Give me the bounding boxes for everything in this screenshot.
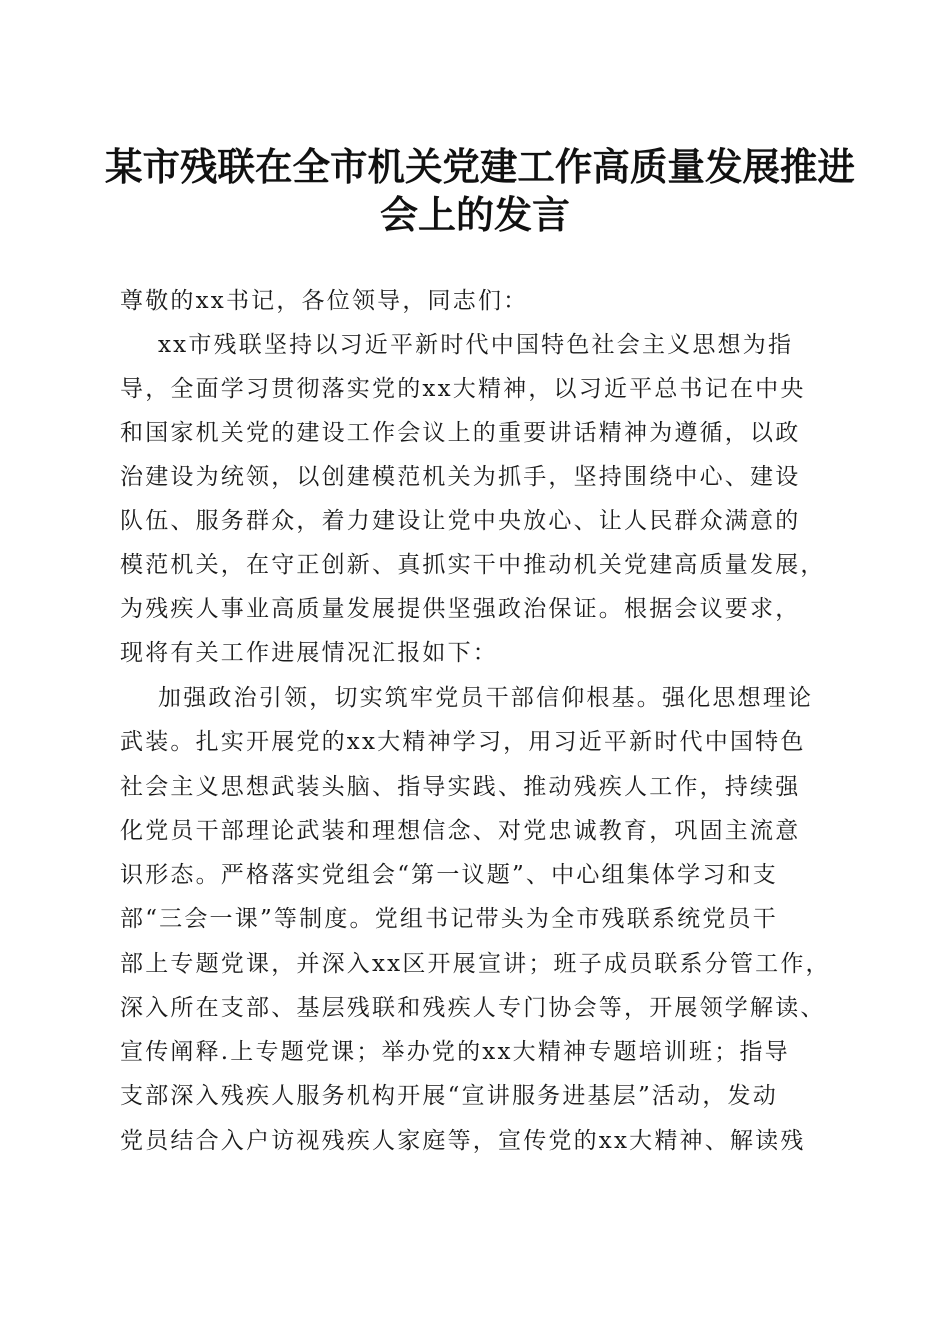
paragraph-2-line: 加强政治引领，切实筑牢党员干部信仰根基。强化思想理论 [158,685,814,711]
document-title-line-1: 某市残联在全市机关党建工作高质量发展推进 [104,144,855,189]
paragraph-2-line: 党员结合入户访视残疾人家庭等，宣传党的xx大精神、解读残 [120,1128,806,1154]
paragraph-1-line: 治建设为统领，以创建模范机关为抓手，坚持围绕中心、建设 [120,464,801,490]
paragraph-1-line: 模范机关，在守正创新、真抓实干中推动机关党建高质量发展， [120,552,826,578]
salutation: 尊敬的xx书记，各位领导，同志们： [120,288,529,314]
paragraph-2-line: 化党员干部理论武装和理想信念、对党忠诚教育，巩固主流意 [120,818,801,844]
paragraph-1-line: 队伍、服务群众，着力建设让党中央放心、让人民群众满意的 [120,508,801,534]
paragraph-2-line: 社会主义思想武装头脑、指导实践、推动残疾人工作，持续强 [120,774,801,800]
paragraph-1-line: 和国家机关党的建设工作会议上的重要讲话精神为遵循，以政 [120,420,801,446]
paragraph-1-line: 导，全面学习贯彻落实党的xx大精神，以习近平总书记在中央 [120,376,806,402]
paragraph-2-line: 支部深入残疾人服务机构开展“宣讲服务进基层”活动，发动 [120,1083,778,1109]
paragraph-2-line: 宣传阐释.上专题党课；举办党的xx大精神专题培训班；指导 [120,1039,790,1065]
paragraph-1-line: 为残疾人事业高质量发展提供坚强政治保证。根据会议要求， [120,596,801,622]
paragraph-2-line: 深入所在支部、基层残联和残疾人专门协会等，开展领学解读、 [120,995,826,1021]
document-title-line-2: 会上的发言 [379,192,570,237]
paragraph-2-line: 武装。扎实开展党的xx大精神学习，用习近平新时代中国特色 [120,729,806,755]
paragraph-2-line: 识形态。严格落实党组会“第一议题”、中心组集体学习和支 [120,862,778,888]
paragraph-2-line: 部上专题党课，并深入xx区开展宣讲；班子成员联系分管工作， [120,951,831,977]
paragraph-1-line: xx市残联坚持以习近平新时代中国特色社会主义思想为指 [158,332,794,358]
paragraph-1-line: 现将有关工作进展情况汇报如下： [120,640,498,666]
paragraph-2-line: 部“三会一课”等制度。党组书记带头为全市残联系统党员干 [120,906,778,932]
